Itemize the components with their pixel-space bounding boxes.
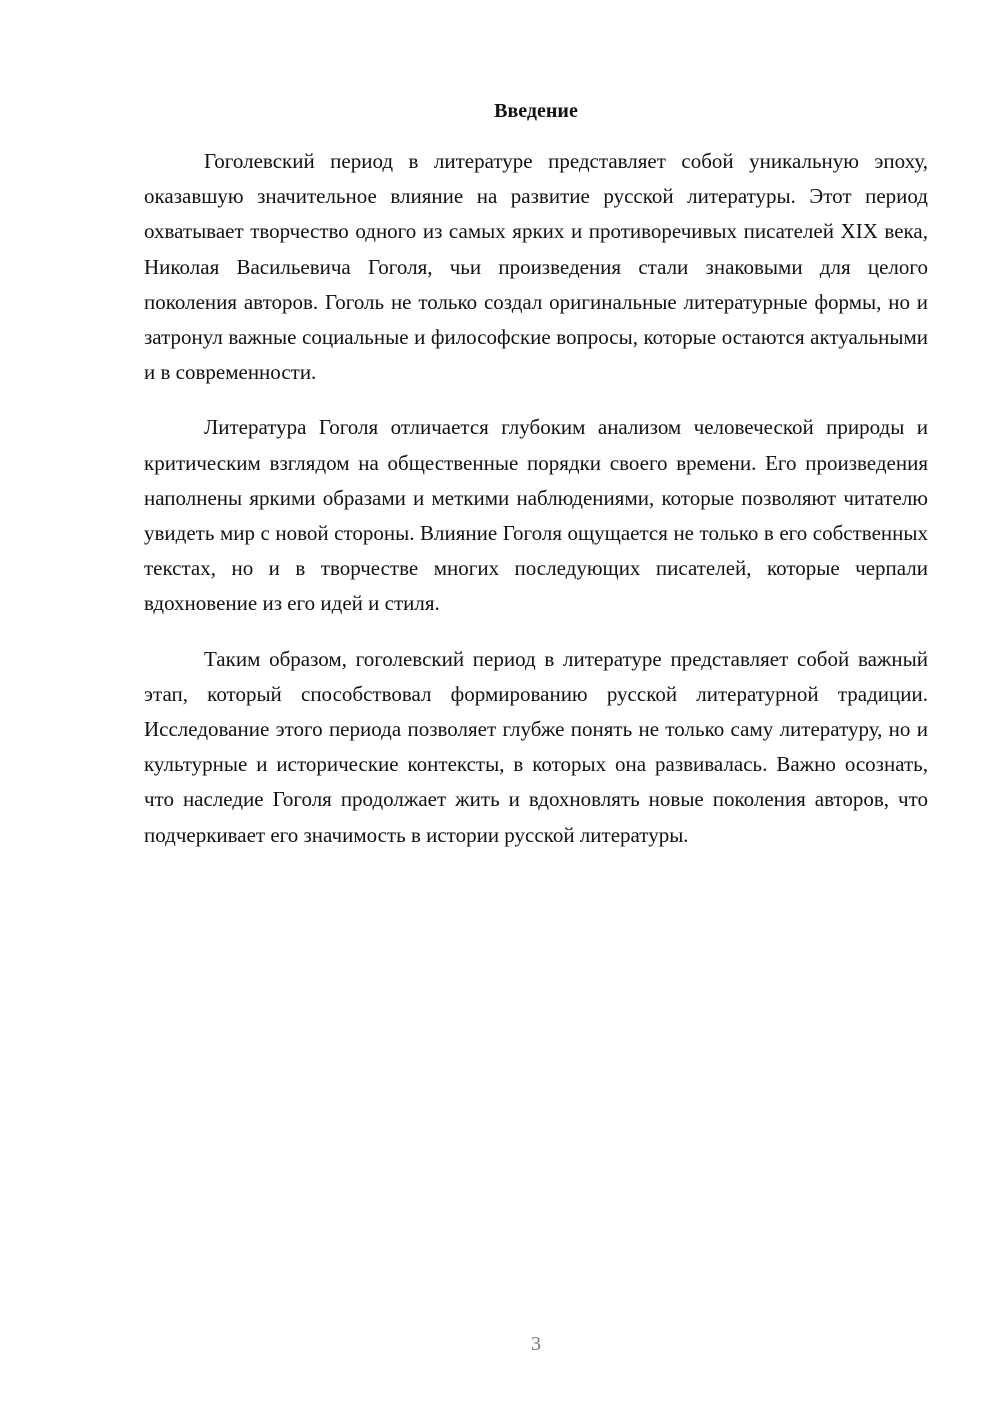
paragraph-1: Гоголевский период в литературе представляет собой уникальную эпоху, оказавшую значительное влияние на развитие русской литературы. Этот период охватывает творчество одного из самых ярких и противоречивых писателей XIX века, Николая Васильевича Гоголя, чьи произведения стали знаковыми для целого поколения авторов. Гоголь не только создал оригинальные литературные формы, но и затронул важные социальные и философские вопросы, которые остаются актуальными и в современности. [144, 149, 928, 385]
document-body [144, 98, 928, 873]
paragraph-3: Таким образом, гоголевский период в литературе представляет собой важный этап, который способствовал формированию русской литературной традиции. Исследование этого периода позволяет глубже понять не только саму литературу, но и культурные и исторические контексты, в которых она развивалась. Важно осознать, что наследие Гоголя продолжает жить и вдохновлять новые поколения авторов, что подчеркивает его значимость в истории русской литературы. [144, 646, 928, 847]
page-number: 3 [531, 1333, 541, 1355]
paragraph-2: Литература Гоголя отличается глубоким анализом человеческой природы и критическим взглядом на общественные порядки своего времени. Его произведения наполнены яркими образами и меткими наблюдениями, которые позволяют читателю увидеть мир с новой стороны. Влияние Гоголя ощущается не только в его собственных текстах, но и в творчестве многих последующих писателей, которые черпали вдохновение из его идей и стиля. [144, 415, 928, 616]
section-heading: Введение [494, 100, 578, 122]
